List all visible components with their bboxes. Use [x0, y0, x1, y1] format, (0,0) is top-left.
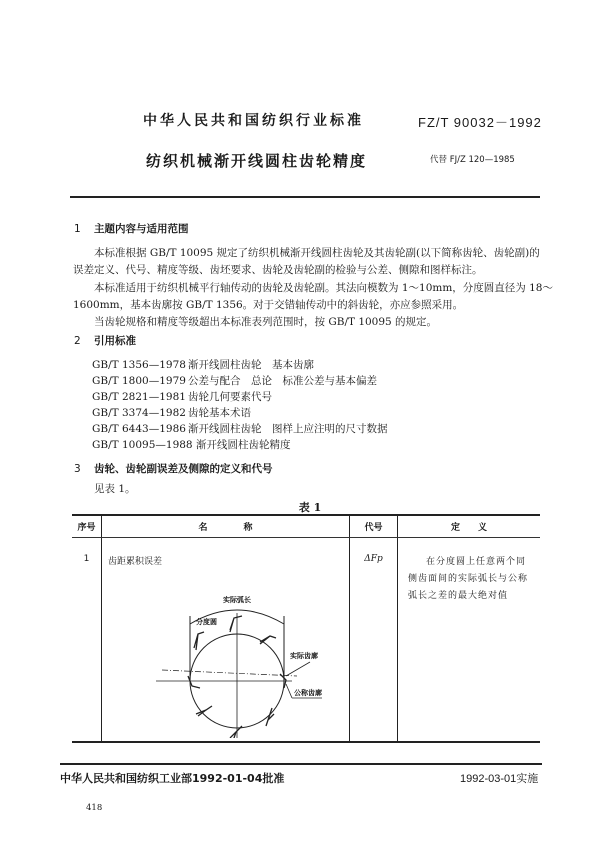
label-nominal-profile: 公称齿廓	[294, 689, 322, 697]
section-title: 主题内容与适用范围	[94, 223, 189, 235]
reference-title: 齿轮几何要素代号	[188, 391, 272, 403]
reference-title: 渐开线圆柱齿轮 图样上应注明的尺寸数据	[188, 423, 388, 435]
paragraph-line: 本标准适用于纺织机械平行轴传动的齿轮及齿轮副。其法向模数为 1～10mm，分度圆直径为 18～	[94, 282, 553, 294]
paragraph-line: 见表 1。	[94, 483, 136, 495]
reference-code: GB/T 1800—1979	[92, 375, 186, 387]
reference-item	[92, 373, 377, 388]
label-pitch-circle: 分度圆	[196, 618, 217, 626]
reference-code: GB/T 3374—1982	[92, 407, 186, 419]
section-number: 2	[74, 335, 81, 347]
row-name: 齿距累积误差	[108, 557, 163, 567]
actual-line	[162, 670, 297, 676]
reference-code: GB/T 1356—1978	[92, 359, 186, 371]
section-2-heading	[74, 333, 136, 348]
reference-title: 渐开线圆柱齿轮精度	[196, 439, 291, 451]
actual-profile-leader	[286, 662, 310, 676]
reference-code: GB/T 6443—1986	[92, 423, 186, 435]
reference-code: GB/T 10095—1988	[92, 439, 193, 451]
standard-code: FZ/T 90032－1992	[418, 115, 542, 130]
reference-item	[92, 437, 291, 452]
row-definition: 在分度圆上任意两个同侧齿面间的实际弧长与公称弧长之差的最大绝对值	[398, 538, 541, 743]
table-caption: 表 1	[298, 501, 322, 514]
section-number: 1	[74, 223, 81, 235]
section-title: 齿轮、齿轮副误差及侧隙的定义和代号	[94, 463, 273, 475]
header-index: 序号	[72, 515, 102, 538]
tooth-icon	[194, 632, 204, 650]
paragraph-line: 1600mm，基本齿廓按 GB/T 1356。对于交错轴传动中的斜齿轮，亦应参照采用。	[73, 299, 464, 311]
replaces-note: 代替 FJ/Z 120—1985	[430, 155, 515, 165]
table-row	[72, 538, 540, 743]
page-number: 418	[86, 803, 103, 813]
standard-title: 中华人民共和国纺织行业标准	[143, 113, 364, 129]
reference-item	[92, 389, 272, 404]
header-symbol: 代号	[350, 515, 398, 538]
tooth-icon	[260, 636, 276, 644]
section-title: 引用标准	[94, 335, 136, 347]
header-rule	[70, 196, 540, 198]
table-header-row	[72, 515, 540, 538]
reference-title: 渐开线圆柱齿轮 基本齿廓	[188, 359, 314, 371]
tooth-icon	[230, 616, 242, 632]
document-title: 纺织机械渐开线圆柱齿轮精度	[146, 152, 368, 170]
reference-item	[92, 421, 388, 436]
header-definition: 定 义	[398, 515, 541, 538]
paragraph-line: 误差定义、代号、精度等级、齿坯要求、齿轮及齿轮副的检验与公差、侧隙和图样标注。	[73, 264, 483, 276]
footer-rule	[60, 763, 542, 765]
reference-title: 公差与配合 总论 标准公差与基本偏差	[188, 375, 377, 387]
section-number: 3	[74, 463, 81, 475]
reference-item	[92, 357, 314, 372]
paragraph-line: 当齿轮规格和精度等级超出本标准表列范围时，按 GB/T 10095 的规定。	[94, 316, 438, 328]
approval-note: 中华人民共和国纺织工业部1992-01-04批准	[60, 772, 285, 785]
reference-title: 齿轮基本术语	[188, 407, 251, 419]
nominal-profile-leader	[286, 684, 292, 698]
label-actual-arc: 实际弧长	[223, 596, 251, 604]
paragraph-line: 本标准根据 GB/T 10095 规定了纺织机械渐开线圆柱齿轮及其齿轮副(以下简称齿轮、齿轮副)的	[94, 247, 540, 259]
effective-date: 1992-03-01实施	[460, 773, 539, 785]
section-1-heading	[74, 221, 189, 236]
reference-item	[92, 405, 251, 420]
header-name: 名 称	[102, 515, 350, 538]
section-3-heading	[74, 461, 273, 476]
definitions-table	[72, 514, 540, 743]
row-symbol: ΔFp	[350, 538, 398, 743]
reference-code: GB/T 2821—1981	[92, 391, 186, 403]
row-name-cell	[102, 538, 350, 743]
row-index: 1	[72, 538, 102, 743]
label-actual-profile: 实际齿廓	[290, 652, 318, 660]
cumulative-pitch-error-diagram	[112, 578, 332, 738]
